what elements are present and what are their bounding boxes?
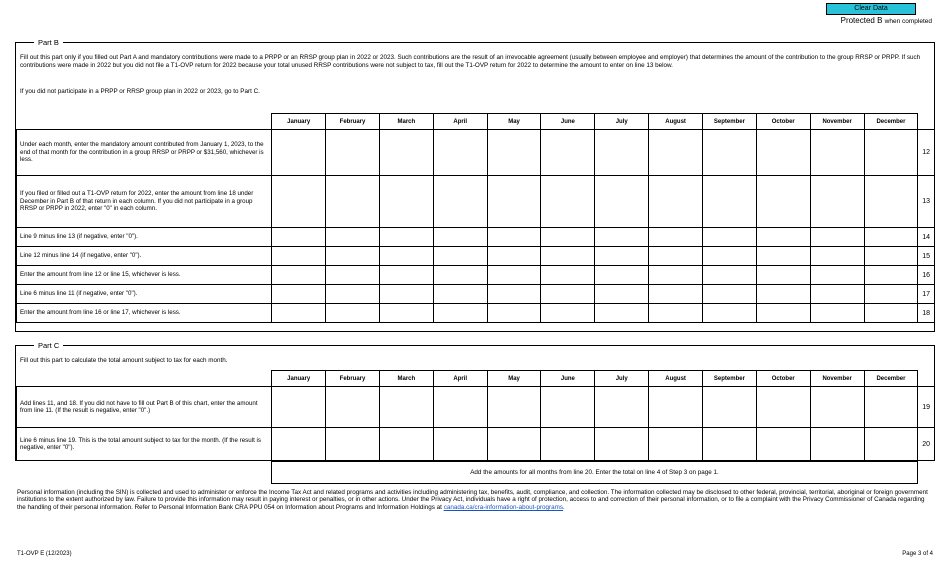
line-14-august-cell [649, 228, 703, 247]
line-12-february-input[interactable] [326, 144, 379, 161]
part-b-intro: Fill out this part only if you filled out Part A and mandatory contributions were made to a PRPP or an RRSP group plan in 2022 or 2023. Such contributions are the result of an irrevocable agreement (usually between employee and employer) that determines the amount of the contribution to the group RRSP or PRPP. If such contributions were made in 2022 but you did not file a T1-OVP return for 2022 because your total unused RRSP contributions were not subject to tax, fill out the T1-OVP return for 2022 to determine the amount to enter on line 13 below. [20, 54, 921, 70]
month-header-april: April [433, 371, 487, 387]
line-17-june-input[interactable] [541, 285, 594, 302]
line-14-may-input[interactable] [488, 228, 541, 245]
line-16-january-input[interactable] [272, 266, 325, 283]
line-17-october-cell [756, 285, 810, 304]
line-19-august-input[interactable] [649, 398, 702, 415]
header-blank [17, 371, 272, 387]
month-header-december: December [864, 371, 918, 387]
line-12-december-input[interactable] [865, 144, 918, 161]
line-19-row [17, 387, 935, 428]
line-15-july-input[interactable] [595, 247, 648, 264]
line-number-19: 19 [918, 387, 934, 428]
line-12-october-cell [756, 130, 810, 176]
line-12-june-input[interactable] [541, 144, 594, 161]
line-19-january-cell [272, 387, 326, 428]
line-19-december-input[interactable] [865, 398, 918, 415]
line-14-january-cell [272, 228, 326, 247]
line-16-october-cell [756, 266, 810, 285]
line-19-october-cell [756, 387, 810, 428]
line-15-march-cell [379, 247, 433, 266]
line-20-july-input[interactable] [595, 435, 648, 452]
month-header-july: July [595, 371, 649, 387]
month-header-january: January [272, 371, 326, 387]
line-13-july-cell [595, 176, 649, 228]
line-number-16: 16 [918, 266, 934, 285]
line-15-label: Line 12 minus line 14 (if negative, enter "0"). [17, 247, 272, 266]
line-15-august-cell [649, 247, 703, 266]
part-c-section [15, 341, 935, 461]
line-13-june-cell [541, 176, 595, 228]
line-12-row [17, 130, 935, 176]
month-header-january: January [272, 114, 326, 130]
line-15-june-input[interactable] [541, 247, 594, 264]
line-13-december-input[interactable] [865, 193, 918, 210]
line-15-january-cell [272, 247, 326, 266]
line-15-february-cell [326, 247, 380, 266]
line-16-march-input[interactable] [380, 266, 433, 283]
line-17-september-input[interactable] [703, 285, 756, 302]
line-17-may-cell [487, 285, 541, 304]
month-header-october: October [756, 114, 810, 130]
line-18-march-cell [379, 304, 433, 323]
privacy-link[interactable]: canada.ca/cra-information-about-programs [443, 503, 564, 511]
line-19-may-cell [487, 387, 541, 428]
line-16-september-cell [703, 266, 757, 285]
line-15-october-input[interactable] [757, 247, 810, 264]
month-header-may: May [487, 114, 541, 130]
line-number-20: 20 [918, 428, 934, 461]
line-20-august-cell [649, 428, 703, 461]
line-12-april-input[interactable] [434, 144, 487, 161]
line-16-may-cell [487, 266, 541, 285]
line-19-july-input[interactable] [595, 398, 648, 415]
line-14-february-input[interactable] [326, 228, 379, 245]
line-17-february-input[interactable] [326, 285, 379, 302]
line-20-april-cell [433, 428, 487, 461]
month-header-december: December [864, 114, 918, 130]
line-18-february-input[interactable] [326, 304, 379, 321]
line-16-row [17, 266, 935, 285]
line-18-september-cell [703, 304, 757, 323]
line-13-september-cell [703, 176, 757, 228]
line-14-november-input[interactable] [811, 228, 864, 245]
month-header-september: September [703, 371, 757, 387]
line-14-may-cell [487, 228, 541, 247]
line-14-october-input[interactable] [757, 228, 810, 245]
line-18-april-input[interactable] [434, 304, 487, 321]
month-header-april: April [433, 114, 487, 130]
line-19-september-input[interactable] [703, 398, 756, 415]
line-20-december-input[interactable] [865, 435, 918, 452]
line-18-may-input[interactable] [488, 304, 541, 321]
line-20-april-input[interactable] [434, 435, 487, 452]
line-16-february-input[interactable] [326, 266, 379, 283]
line-18-march-input[interactable] [380, 304, 433, 321]
header-blank-end [918, 371, 934, 387]
line-15-january-input[interactable] [272, 247, 325, 264]
line-15-october-cell [756, 247, 810, 266]
line-16-june-input[interactable] [541, 266, 594, 283]
line-16-september-input[interactable] [703, 266, 756, 283]
line-number-13: 13 [918, 176, 934, 228]
line-16-april-cell [433, 266, 487, 285]
line-13-june-input[interactable] [541, 193, 594, 210]
line-18-september-input[interactable] [703, 304, 756, 321]
line-16-label: Enter the amount from line 12 or line 15, whichever is less. [17, 266, 272, 285]
line-15-september-input[interactable] [703, 247, 756, 264]
month-header-september: September [703, 114, 757, 130]
part-c-title: Part C [34, 341, 63, 350]
line-number-17: 17 [918, 285, 934, 304]
line-14-march-input[interactable] [380, 228, 433, 245]
part-b-section [15, 38, 935, 332]
line-number-12: 12 [918, 130, 934, 176]
line-19-august-cell [649, 387, 703, 428]
part-c-table [16, 370, 934, 461]
part-b-month-header [17, 114, 935, 130]
line-16-october-input[interactable] [757, 266, 810, 283]
line-19-february-cell [326, 387, 380, 428]
privacy-notice [17, 489, 933, 511]
line-18-january-cell [272, 304, 326, 323]
line-15-november-cell [810, 247, 864, 266]
line-14-row [17, 228, 935, 247]
line-14-september-cell [703, 228, 757, 247]
form-identifier: T1-OVP E (12/2023) [17, 551, 72, 557]
month-header-june: June [541, 371, 595, 387]
line-13-august-cell [649, 176, 703, 228]
line-17-december-cell [864, 285, 918, 304]
line-15-september-cell [703, 247, 757, 266]
line-19-march-cell [379, 387, 433, 428]
line-16-july-cell [595, 266, 649, 285]
line-19-december-cell [864, 387, 918, 428]
line-13-october-input[interactable] [757, 193, 810, 210]
line-20-march-input[interactable] [380, 435, 433, 452]
line-13-march-input[interactable] [380, 193, 433, 210]
line-17-january-cell [272, 285, 326, 304]
line-13-row [17, 176, 935, 228]
line-14-august-input[interactable] [649, 228, 702, 245]
line-16-may-input[interactable] [488, 266, 541, 283]
line-14-february-cell [326, 228, 380, 247]
month-header-november: November [810, 371, 864, 387]
line-19-july-cell [595, 387, 649, 428]
line-20-june-input[interactable] [541, 435, 594, 452]
line-14-october-cell [756, 228, 810, 247]
line-19-january-input[interactable] [272, 398, 325, 415]
line-19-april-input[interactable] [434, 398, 487, 415]
line-14-september-input[interactable] [703, 228, 756, 245]
line-18-december-input[interactable] [865, 304, 918, 321]
line-12-september-cell [703, 130, 757, 176]
line-20-january-input[interactable] [272, 435, 325, 452]
line-19-november-cell [810, 387, 864, 428]
line-19-november-input[interactable] [811, 398, 864, 415]
line-20-may-input[interactable] [488, 435, 541, 452]
line-18-january-input[interactable] [272, 304, 325, 321]
line-16-february-cell [326, 266, 380, 285]
line-17-march-input[interactable] [380, 285, 433, 302]
month-header-may: May [487, 371, 541, 387]
line-18-november-cell [810, 304, 864, 323]
line-18-row [17, 304, 935, 323]
line-13-november-cell [810, 176, 864, 228]
line-15-february-input[interactable] [326, 247, 379, 264]
line-15-april-input[interactable] [434, 247, 487, 264]
line-20-row [17, 428, 935, 461]
line-20-august-input[interactable] [649, 435, 702, 452]
line-18-july-cell [595, 304, 649, 323]
line-16-december-input[interactable] [865, 266, 918, 283]
line-12-november-input[interactable] [811, 144, 864, 161]
line-13-february-cell [326, 176, 380, 228]
line-16-april-input[interactable] [434, 266, 487, 283]
month-header-february: February [326, 114, 380, 130]
line-18-june-input[interactable] [541, 304, 594, 321]
protected-label: Protected B [840, 16, 883, 25]
line-13-may-cell [487, 176, 541, 228]
line-number-14: 14 [918, 228, 934, 247]
line-12-may-cell [487, 130, 541, 176]
line-14-april-cell [433, 228, 487, 247]
line-17-april-input[interactable] [434, 285, 487, 302]
line-17-july-input[interactable] [595, 285, 648, 302]
total-line-20-note: Add the amounts for all months from line 20. Enter the total on line 4 of Step 3 on page 1. [271, 461, 918, 484]
line-13-september-input[interactable] [703, 193, 756, 210]
line-19-may-input[interactable] [488, 398, 541, 415]
line-14-december-input[interactable] [865, 228, 918, 245]
line-17-february-cell [326, 285, 380, 304]
line-14-label: Line 9 minus line 13 (if negative, enter "0"). [17, 228, 272, 247]
line-14-july-cell [595, 228, 649, 247]
month-header-march: March [379, 371, 433, 387]
line-18-label: Enter the amount from line 16 or line 17, whichever is less. [17, 304, 272, 323]
line-12-july-cell [595, 130, 649, 176]
line-13-july-input[interactable] [595, 193, 648, 210]
line-20-september-cell [703, 428, 757, 461]
line-14-june-cell [541, 228, 595, 247]
line-17-december-input[interactable] [865, 285, 918, 302]
line-14-march-cell [379, 228, 433, 247]
protected-note: when completed [884, 18, 932, 25]
line-15-march-input[interactable] [380, 247, 433, 264]
protected-b-label [841, 16, 932, 25]
line-15-may-input[interactable] [488, 247, 541, 264]
line-13-label: If you filed or filled out a T1-OVP return for 2022, enter the amount from line 18 under December in Part B of that return in each column. If you did not participate in a group RRSP or PRPP in 2022, enter "0" in each column. [17, 176, 272, 228]
line-20-december-cell [864, 428, 918, 461]
line-19-june-cell [541, 387, 595, 428]
line-19-april-cell [433, 387, 487, 428]
line-17-april-cell [433, 285, 487, 304]
privacy-end: . [563, 503, 565, 511]
line-16-november-input[interactable] [811, 266, 864, 283]
header-blank [17, 114, 272, 130]
line-13-january-cell [272, 176, 326, 228]
line-14-june-input[interactable] [541, 228, 594, 245]
line-12-may-input[interactable] [488, 144, 541, 161]
line-18-may-cell [487, 304, 541, 323]
line-17-november-input[interactable] [811, 285, 864, 302]
line-number-18: 18 [918, 304, 934, 323]
line-20-october-input[interactable] [757, 435, 810, 452]
line-20-may-cell [487, 428, 541, 461]
line-18-november-input[interactable] [811, 304, 864, 321]
line-13-april-cell [433, 176, 487, 228]
line-20-label: Line 6 minus line 19. This is the total amount subject to tax for the month. (If the result is negative, enter "0"). [17, 428, 272, 461]
month-header-june: June [541, 114, 595, 130]
line-16-august-input[interactable] [649, 266, 702, 283]
line-20-march-cell [379, 428, 433, 461]
privacy-text: Personal information (including the SIN) is collected and used to administer or enforce the Income Tax Act and related programs and activities including administering tax, benefits, audit, compliance, and collection. The information collected may be disclosed to other federal, provincial, territorial, aboriginal or foreign government institutions to the extent authorized by law. Failure to provide this information may result in paying interest or penalties, or in other actions. Under the Privacy Act, individuals have a right of protection, access to and correction of their personal information, or to file a complaint with the Privacy Commissioner of Canada regarding the handling of their personal information. Refer to Personal Information Bank CRA PPU 054 on Information about Programs and Information Holdings at [17, 489, 928, 511]
line-15-december-input[interactable] [865, 247, 918, 264]
line-20-july-cell [595, 428, 649, 461]
line-20-february-cell [326, 428, 380, 461]
line-13-april-input[interactable] [434, 193, 487, 210]
line-20-november-cell [810, 428, 864, 461]
line-20-october-cell [756, 428, 810, 461]
line-12-august-input[interactable] [649, 144, 702, 161]
line-16-july-input[interactable] [595, 266, 648, 283]
line-15-december-cell [864, 247, 918, 266]
line-20-november-input[interactable] [811, 435, 864, 452]
line-13-march-cell [379, 176, 433, 228]
line-15-april-cell [433, 247, 487, 266]
line-13-february-input[interactable] [326, 193, 379, 210]
line-18-october-cell [756, 304, 810, 323]
line-15-august-input[interactable] [649, 247, 702, 264]
line-17-may-input[interactable] [488, 285, 541, 302]
line-17-row [17, 285, 935, 304]
line-20-february-input[interactable] [326, 435, 379, 452]
line-20-june-cell [541, 428, 595, 461]
line-12-march-cell [379, 130, 433, 176]
header-blank-end [918, 114, 934, 130]
month-header-august: August [649, 371, 703, 387]
line-18-october-input[interactable] [757, 304, 810, 321]
line-12-june-cell [541, 130, 595, 176]
line-17-june-cell [541, 285, 595, 304]
line-19-october-input[interactable] [757, 398, 810, 415]
line-13-october-cell [756, 176, 810, 228]
line-17-october-input[interactable] [757, 285, 810, 302]
line-13-november-input[interactable] [811, 193, 864, 210]
line-13-december-cell [864, 176, 918, 228]
month-header-july: July [595, 114, 649, 130]
part-b-table [16, 113, 934, 323]
line-13-august-input[interactable] [649, 193, 702, 210]
line-18-july-input[interactable] [595, 304, 648, 321]
line-17-november-cell [810, 285, 864, 304]
line-18-august-input[interactable] [649, 304, 702, 321]
line-16-december-cell [864, 266, 918, 285]
line-12-january-cell [272, 130, 326, 176]
line-number-15: 15 [918, 247, 934, 266]
line-19-june-input[interactable] [541, 398, 594, 415]
line-18-august-cell [649, 304, 703, 323]
line-16-november-cell [810, 266, 864, 285]
line-12-september-input[interactable] [703, 144, 756, 161]
line-12-april-cell [433, 130, 487, 176]
line-12-february-cell [326, 130, 380, 176]
line-12-label: Under each month, enter the mandatory amount contributed from January 1, 2023, to the end of that month for the contribution in a group RRSP or PRPP or $31,560, whichever is less. [17, 130, 272, 176]
line-17-september-cell [703, 285, 757, 304]
part-b-title: Part B [34, 38, 63, 47]
line-12-november-cell [810, 130, 864, 176]
month-header-october: October [756, 371, 810, 387]
line-16-june-cell [541, 266, 595, 285]
line-15-november-input[interactable] [811, 247, 864, 264]
line-18-june-cell [541, 304, 595, 323]
line-13-january-input[interactable] [272, 193, 325, 210]
line-19-label: Add lines 11, and 18. If you did not have to fill out Part B of this chart, enter the amount from line 11. (If the result is negative, enter "0".) [17, 387, 272, 428]
line-19-february-input[interactable] [326, 398, 379, 415]
line-17-label: Line 6 minus line 11 (if negative, enter "0"). [17, 285, 272, 304]
part-b-skip-note: If you did not participate in a PRPP or RRSP group plan in 2022 or 2023, go to Part C. [20, 88, 260, 95]
line-15-july-cell [595, 247, 649, 266]
month-header-february: February [326, 371, 380, 387]
line-18-december-cell [864, 304, 918, 323]
line-13-may-input[interactable] [488, 193, 541, 210]
line-12-march-input[interactable] [380, 144, 433, 161]
line-12-july-input[interactable] [595, 144, 648, 161]
page-number: Page 3 of 4 [902, 551, 933, 557]
line-17-march-cell [379, 285, 433, 304]
line-17-august-input[interactable] [649, 285, 702, 302]
line-14-july-input[interactable] [595, 228, 648, 245]
line-15-row [17, 247, 935, 266]
line-18-april-cell [433, 304, 487, 323]
part-c-intro: Fill out this part to calculate the total amount subject to tax for each month. [20, 357, 228, 364]
clear-data-button[interactable]: Clear Data [826, 3, 916, 15]
month-header-august: August [649, 114, 703, 130]
month-header-march: March [379, 114, 433, 130]
line-17-august-cell [649, 285, 703, 304]
line-17-july-cell [595, 285, 649, 304]
line-14-december-cell [864, 228, 918, 247]
part-c-month-header [17, 371, 935, 387]
line-12-january-input[interactable] [272, 144, 325, 161]
line-19-march-input[interactable] [380, 398, 433, 415]
line-16-august-cell [649, 266, 703, 285]
line-14-april-input[interactable] [434, 228, 487, 245]
line-15-may-cell [487, 247, 541, 266]
line-12-august-cell [649, 130, 703, 176]
line-12-october-input[interactable] [757, 144, 810, 161]
line-16-january-cell [272, 266, 326, 285]
month-header-november: November [810, 114, 864, 130]
line-19-september-cell [703, 387, 757, 428]
line-14-january-input[interactable] [272, 228, 325, 245]
line-17-january-input[interactable] [272, 285, 325, 302]
line-15-june-cell [541, 247, 595, 266]
line-20-september-input[interactable] [703, 435, 756, 452]
line-18-february-cell [326, 304, 380, 323]
line-20-january-cell [272, 428, 326, 461]
line-16-march-cell [379, 266, 433, 285]
line-12-december-cell [864, 130, 918, 176]
line-14-november-cell [810, 228, 864, 247]
